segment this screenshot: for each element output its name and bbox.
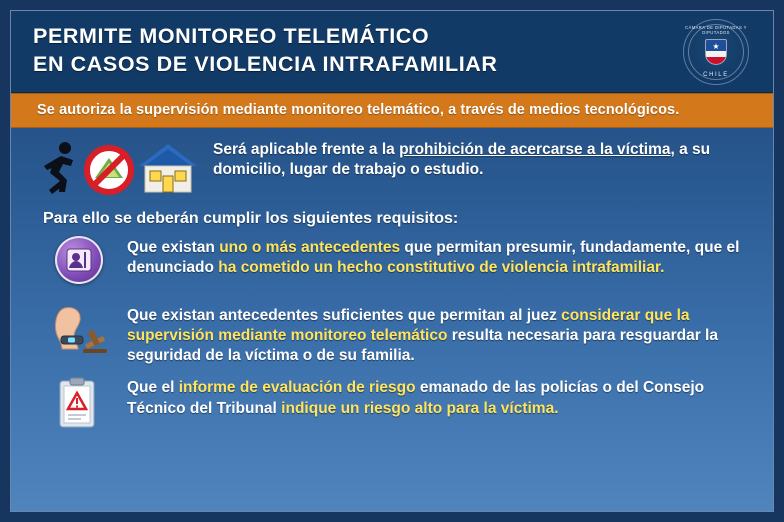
req1-seg4: ha cometido un hecho constitutivo de violencia intrafamiliar. bbox=[218, 259, 665, 277]
req1-seg3: que permitan presumir, fundadamente, que el denunciado bbox=[127, 239, 740, 277]
intro-row bbox=[27, 140, 757, 196]
requirement-item bbox=[55, 376, 757, 434]
intro-part-1: Será aplicable frente a la bbox=[213, 141, 400, 158]
intro-icon-strip bbox=[27, 140, 207, 196]
req3-seg3: emanado de las policías o del Consejo Técnico del Tribunal bbox=[127, 379, 705, 417]
ankle-monitor-gavel-icon bbox=[55, 304, 113, 362]
purple-circle bbox=[55, 236, 103, 284]
req2-seg2: considerar que la supervisión mediante monitoreo telemático bbox=[127, 307, 690, 345]
intro-part-2: , a su domicilio, lugar de trabajo o estudio. bbox=[213, 141, 711, 179]
no-approach-prohibition-icon bbox=[83, 144, 135, 196]
requirements-lead: Para ello se deberán cumplir los siguientes requisitos: bbox=[43, 210, 459, 227]
req3-seg2: informe de evaluación de riesgo bbox=[178, 379, 416, 397]
req2-seg3: resulta necesaria para resguardar la seguridad de la víctima o de su familia. bbox=[127, 327, 718, 365]
crest-shield-icon bbox=[705, 39, 727, 65]
requirement-text bbox=[127, 236, 757, 278]
person-restriction-circle-icon bbox=[55, 236, 113, 294]
title-line-2: EN CASOS DE VIOLENCIA INTRAFAMILIAR bbox=[33, 51, 498, 76]
crest-icon bbox=[683, 19, 749, 85]
risk-report-clipboard-icon bbox=[55, 376, 113, 434]
page-title bbox=[33, 23, 633, 79]
intro-highlight: prohibición de acercarse a la víctima bbox=[399, 141, 671, 158]
header bbox=[11, 11, 773, 93]
bottom-spacer bbox=[27, 444, 757, 458]
requirement-text bbox=[127, 304, 757, 366]
house-icon bbox=[137, 140, 199, 196]
req1-seg1: Que existan bbox=[127, 239, 220, 256]
requirement-item bbox=[55, 236, 757, 294]
running-person-icon bbox=[41, 140, 81, 196]
requirement-text bbox=[127, 376, 757, 418]
crest-text-bottom: CHILE bbox=[703, 72, 729, 78]
highlight-band: Se autoriza la supervisión mediante monitoreo telemático, a través de medios tecnológicos. bbox=[11, 93, 773, 128]
crest-star-icon: ★ bbox=[712, 42, 720, 51]
req3-seg1: Que el bbox=[127, 379, 179, 397]
poster-inner bbox=[10, 10, 774, 512]
req1-seg2: uno o más antecedentes bbox=[219, 239, 401, 256]
req2-seg1: Que existan antecedentes suficientes que permitan al juez bbox=[127, 307, 562, 324]
title-line-1: PERMITE MONITOREO TELEMÁTICO bbox=[33, 24, 430, 48]
req3-seg4: indique un riesgo alto para la víctima. bbox=[281, 399, 559, 417]
body bbox=[11, 128, 773, 458]
crest-shield-bottom bbox=[706, 57, 726, 64]
intro-text bbox=[213, 140, 757, 180]
crest-text-top: CÁMARA DE DIPUTADAS Y DIPUTADOS bbox=[685, 25, 747, 35]
requirement-item bbox=[55, 304, 757, 366]
